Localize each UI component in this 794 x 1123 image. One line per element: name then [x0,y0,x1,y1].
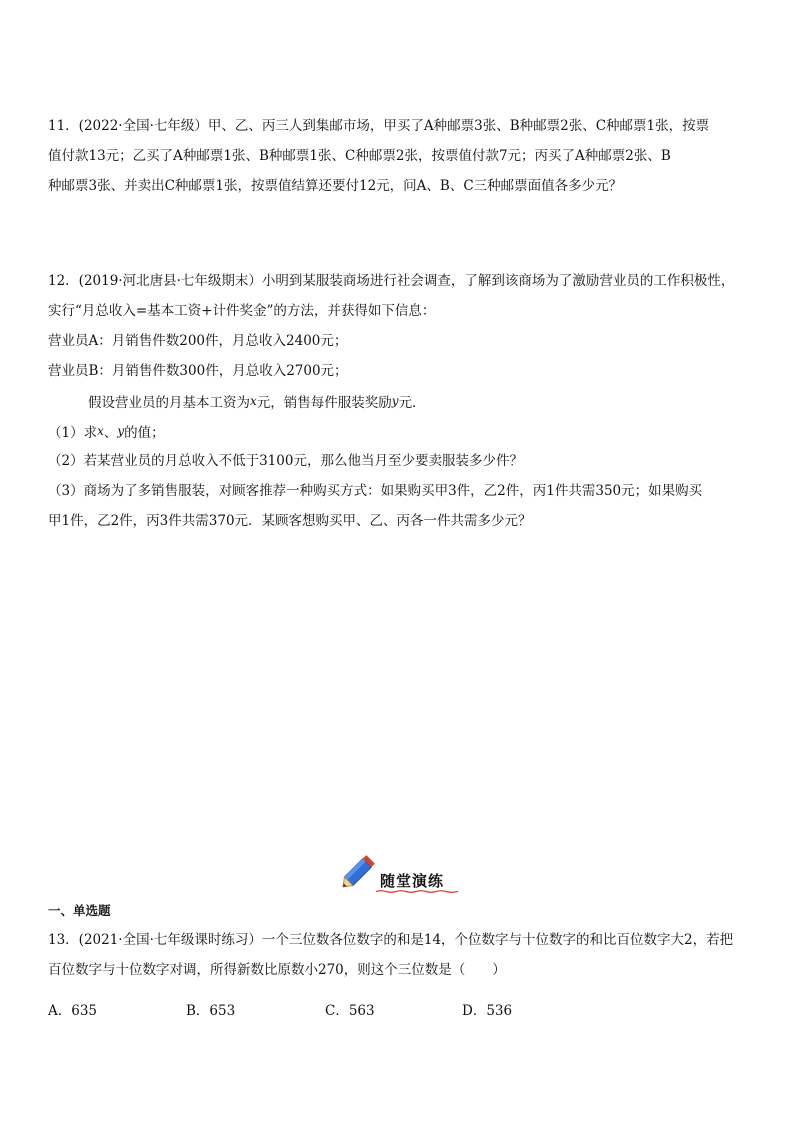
sub1-prefix: （1）求 [48,425,98,441]
q12-sub-3-line-1: （3）商场为了多销售服装，对顾客推荐一种购买方式：如果购买甲3件，乙2件，丙1件共需350元；如果购买 [48,483,703,499]
q11-line-3: 种邮票3张、并卖出C种邮票1张，按票值结算还要付12元，问A、B、C三种邮票面值各多少元？ [48,178,623,194]
q12-line-3: 营业员A：月销售件数200件，月总收入2400元； [48,333,348,349]
sub1-sep: 、 [103,425,118,441]
q12-line-2: 实行“月总收入=基本工资+计件奖金”的方法，并获得如下信息： [48,303,436,319]
question-13 [48,925,748,985]
option-d[interactable]: D．536 [462,1003,513,1019]
q12-sub-1 [48,416,748,446]
variable-x: x [250,394,257,408]
q11-line-1: 11．(2022·全国·七年级）甲、乙、丙三人到集邮市场，甲买了A种邮票3张、B种邮票2张、C种邮票1张，按票 [48,118,710,134]
question-11 [48,111,748,201]
option-b[interactable]: B．653 [186,1003,236,1019]
banner-underline [376,890,458,893]
q12-sub-2: （2）若某营业员的月总收入不低于3100元，那么他当月至少要卖服装多少件？ [48,453,523,469]
option-c[interactable]: C．563 [325,1003,375,1019]
q13-options [48,997,748,1025]
q12-line-4: 营业员B：月销售件数300件，月总收入2700元； [48,363,348,379]
q12-line-1: 12．(2019·河北唐县·七年级期末）小明到某服装商场进行社会调查，了解到该商场为了激励营业员的工作积极性， [48,273,735,289]
q13-line-1: 13．(2021·全国·七年级课时练习）一个三位数各位数字的和是14，个位数字与十位数字的和比百位数字大2，若把 [48,932,734,948]
assume-prefix: 假设营业员的月基本工资为 [88,395,250,411]
q11-line-2: 值付款13元；乙买了A种邮票1张、B种邮票1张、C种邮票2张，按票值付款7元；丙买了A种邮票2张、B [48,148,671,164]
banner-title: 随堂演练 [380,872,445,890]
question-12 [48,266,748,536]
assume-suffix: 元． [398,395,426,411]
sub1-suffix: 的值； [124,425,165,441]
section-heading: 一、单选题 [48,903,111,918]
q12-assumption [48,386,748,416]
sub1-variable-x: x [97,424,104,438]
q13-line-2: 百位数字与十位数字对调，所得新数比原数小270，则这个三位数是（ ） [48,962,506,978]
sub1-variable-y: y [117,424,125,438]
assume-mid: 元，销售每件服装奖励 [256,395,392,411]
pencil-icon [336,846,384,894]
variable-y: y [391,394,399,408]
section-banner [336,846,466,894]
q12-sub-3-line-2: 甲1件，乙2件，丙3件共需370元．某顾客想购买甲、乙、丙各一件共需多少元？ [48,513,532,529]
option-a[interactable]: A．635 [48,1003,98,1019]
